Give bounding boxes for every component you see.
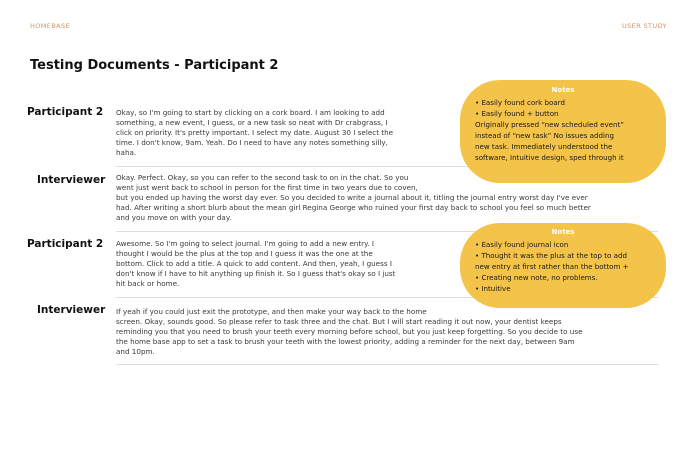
transcript-line: the home base app to set a task to brush your teeth with the lowest priority, adding a reminder for the next day, between 9am — [116, 337, 575, 347]
speaker-label: Participant 2 — [27, 238, 104, 250]
notes-list — [475, 239, 666, 294]
transcript-line: click on priority. It's pretty important. I select my date. August 30 I select the — [116, 128, 394, 138]
transcript-line: screen. Okay, sounds good. So please refer to task three and the chat. But I will start reading it out now, your dentist keeps — [116, 317, 562, 327]
transcript-line: bottom. Click to add a title. A quick to add content. And then, yeah, I guess I — [116, 259, 392, 269]
transcript-line: hit back or home. — [116, 279, 180, 289]
notes-list — [475, 97, 666, 163]
notes-title: Notes — [551, 228, 575, 236]
transcript-line: time. I don't know, 9am. Yeah. Do I need to have any notes something silly, — [116, 138, 388, 148]
notes-item: • Creating new note, no problems. — [475, 273, 598, 282]
transcript-line: If yeah if you could just exit the prototype, and then make your way back to the home — [116, 307, 427, 316]
page-title: Testing Documents - Participant 2 — [30, 58, 279, 73]
speaker-label: Interviewer — [37, 304, 106, 316]
transcript-text — [116, 239, 396, 289]
brand-label: HOMEBASE — [30, 22, 71, 30]
speaker-label: Interviewer — [37, 174, 106, 186]
transcript-line: something, a new event, I guess, or a new task so neat with Dr crabgrass, I — [116, 118, 388, 128]
divider — [116, 364, 658, 365]
transcript-line: and 10pm. — [116, 347, 155, 357]
notes-item: software, Intuitive design, sped through it — [475, 153, 624, 162]
notes-item: • Thought it was the plus at the top to add — [475, 251, 627, 260]
transcript-line: had. After writing a short blurb about the mean girl Regina George who ruined your first day back to school you feel so much better — [116, 203, 591, 213]
transcript-text — [116, 307, 583, 357]
notes-bubble — [460, 223, 666, 308]
notes-item: instead of “new task” No issues adding — [475, 131, 614, 140]
notes-item: • Intuitive — [475, 284, 511, 293]
transcript-text — [116, 108, 393, 158]
notes-item: Originally pressed “new scheduled event” — [475, 120, 624, 129]
transcript-line: Okay. Perfect. Okay, so you can refer to the second task to on in the chat. So you — [116, 173, 409, 182]
section-label: USER STUDY — [621, 22, 667, 30]
notes-title: Notes — [551, 86, 575, 94]
transcript-line: and you move on with your day. — [116, 213, 232, 223]
transcript-line: don't know if I have to hit anything up finish it. So I guess that's okay so I just — [116, 269, 396, 279]
transcript-line: thought I would be the plus at the top and I guess it was the one at the — [116, 249, 373, 259]
transcript-line: but you ended up having the worst day ever. So you decided to write a journal about it, titling the journal entry worst day I've ever — [116, 193, 588, 203]
notes-bubble — [460, 80, 666, 183]
transcript-line: haha. — [116, 148, 137, 158]
notes-item: • Easily found cork board — [475, 98, 565, 107]
transcript-line: Okay, so I'm going to start by clicking on a cork board. I am looking to add — [116, 108, 385, 117]
notes-item: • Easily found journal icon — [475, 240, 569, 249]
notes-item: new task. Immediately understood the — [475, 142, 613, 151]
transcript-line: reminding you that you need to brush your teeth every morning before school, but you just keep forgetting. So you decide to use — [116, 327, 583, 337]
transcript-line: Awesome. So I'm going to select journal. I'm going to add a new entry. I — [116, 239, 375, 248]
transcript-line: went just went back to school in person for the first time in two years due to coven, — [116, 183, 418, 193]
notes-item: • Easily found + button — [475, 109, 559, 118]
speaker-label: Participant 2 — [27, 106, 104, 118]
notes-item: new entry at first rather than the bottom + — [475, 262, 629, 271]
